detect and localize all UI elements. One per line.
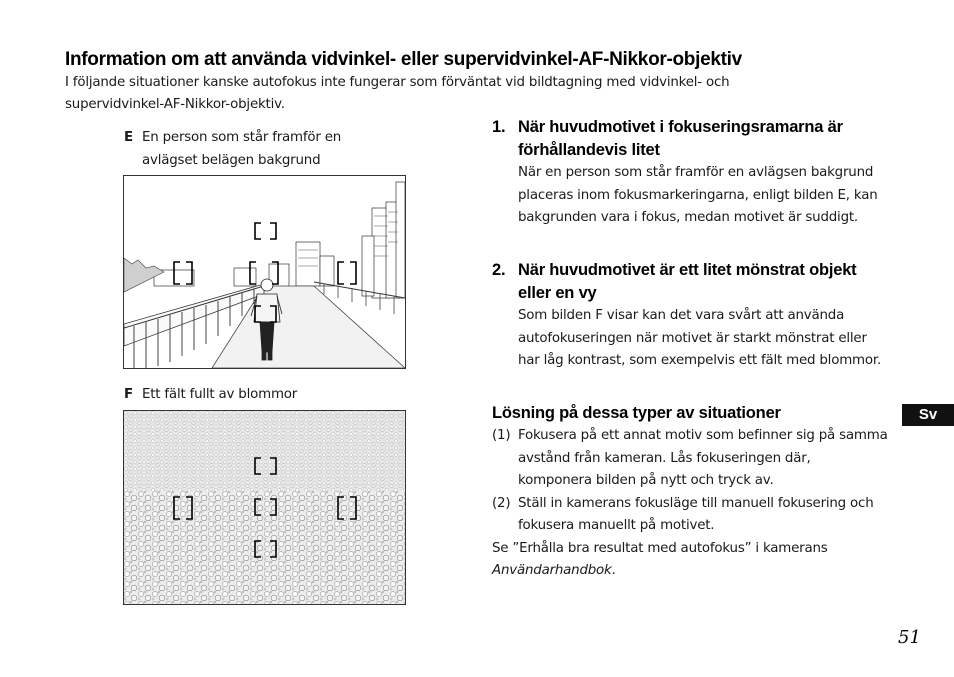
- flower-field-illustration: [124, 411, 405, 604]
- solution-section: [492, 402, 892, 583]
- solution-step-2: [492, 493, 888, 538]
- page-number: 51: [898, 627, 921, 648]
- figure-f-caption-text: Ett fält fullt av blommor: [142, 387, 298, 402]
- item-1-text: När en person som står framför en avlägsen bakgrund placeras inom fokusmarkeringarna, enligt bilden E, kan bakgrunden vara i fokus, medan motivet är suddigt.: [518, 165, 878, 225]
- item-2-heading-text: När huvudmotivet är ett litet mönstrat objekt eller en vy: [518, 261, 857, 302]
- item-2-number: 2.: [492, 261, 506, 279]
- figure-e-caption: [124, 126, 394, 172]
- solution-note-prefix: Se ”Erhålla bra resultat med autofokus” i kamerans: [492, 540, 828, 556]
- figure-f-image: [123, 410, 406, 605]
- solution-note-suffix: .: [611, 563, 616, 578]
- solution-step-2-text: Ställ in kamerans fokusläge till manuell fokusering och fokusera manuellt på motivet.: [518, 495, 874, 533]
- intro-paragraph: I följande situationer kanske autofokus inte fungerar som förväntat vid bildtagning med vidvinkel- och supervidvinkel-AF-Nikkor-objektiv.: [65, 75, 730, 112]
- person-bridge-illustration: [124, 176, 405, 368]
- item-1-heading: [492, 116, 892, 162]
- item-2: [492, 259, 892, 373]
- item-2-heading: [492, 259, 892, 305]
- solution-step-2-number: (2): [492, 495, 511, 511]
- solution-heading: Lösning på dessa typer av situationer: [492, 404, 781, 422]
- solution-note-italic: Användarhandbok: [492, 563, 612, 578]
- figure-e-image: [123, 175, 406, 369]
- figure-e-letter: E: [124, 130, 133, 145]
- figure-f-letter: F: [124, 387, 133, 402]
- item-1-heading-text: När huvudmotivet i fokuseringsramarna är förhållandevis litet: [518, 118, 843, 159]
- figure-e-caption-text: En person som står framför en avlägset belägen bakgrund: [142, 130, 342, 168]
- solution-step-1: [492, 425, 888, 493]
- item-2-text: Som bilden F visar kan det vara svårt att använda autofokuseringen när motivet är starkt mönstrat eller har låg kontrast, som exempelvis ett fält med blommor.: [518, 308, 882, 368]
- figure-f-caption: [124, 383, 394, 406]
- language-tab: Sv: [902, 404, 954, 426]
- item-1-number: 1.: [492, 118, 506, 136]
- solution-note: [492, 538, 892, 583]
- solution-step-1-number: (1): [492, 428, 511, 443]
- item-1: [492, 116, 892, 230]
- solution-step-1-text: Fokusera på ett annat motiv som befinner sig på samma avstånd från kameran. Lås fokuseringen där, komponera bilden på nytt och tryck av.: [518, 428, 888, 488]
- page-title: Information om att använda vidvinkel- eller supervidvinkel-AF-Nikkor-objektiv: [65, 49, 742, 70]
